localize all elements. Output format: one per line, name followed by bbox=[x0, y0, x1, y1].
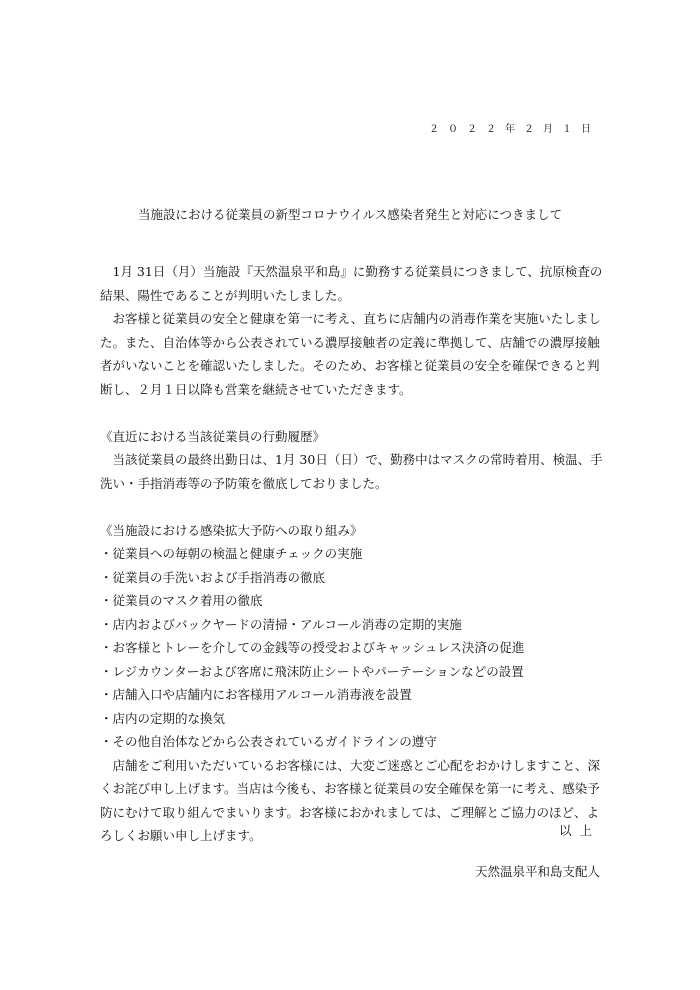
list-item: ・従業員への毎朝の検温と健康チェックの実施 bbox=[100, 546, 363, 561]
list-item: ・その他自治体などから公表されているガイドラインの遵守 bbox=[100, 734, 437, 749]
list-item: ・店内およびバックヤードの清掃・アルコール消毒の定期的実施 bbox=[100, 616, 462, 632]
list-item: ・従業員の手洗いおよび手指消毒の徹底 bbox=[100, 569, 326, 585]
list-item: ・お客様とトレーを介しての金銭等の授受およびキャッシュレス決済の促進 bbox=[100, 640, 525, 655]
intro-paragraph-2: お客様と従業員の安全と健康を第一に考え、直ちに店舗内の消毒作業を実施いたしました。また、自治体等から公表されている濃厚接触者の定義に準拠して、店舗での濃厚接触者がいないことを確認いたしました。そのため、お客様と従業員の安全を確保できると判断し、２月１日以降も営業を継続させていただきます。 bbox=[100, 311, 601, 397]
history-heading: 《直近における当該従業員の行動履歴》 bbox=[100, 428, 326, 444]
list-item: ・店内の定期的な換気 bbox=[100, 710, 226, 726]
apology-paragraph: 店舗をご利用いただいているお客様には、大変ご迷惑とご心配をおかけしますこと、深くお詫び申し上げます。当店は今後も、お客様と従業員の安全確保を第一に考え、感染予防にむけて取り組んでまいります。お客様におかれましては、ご理解とご協力のほど、よろしくお願い申し上げます。 bbox=[100, 757, 601, 843]
closing-mark: 以上 bbox=[558, 823, 600, 838]
prevention-list bbox=[100, 542, 610, 754]
spacer bbox=[100, 495, 610, 519]
document-date: ２０２２年２月１日 bbox=[429, 124, 600, 135]
intro-paragraph-1: 1月 31日（月）当施設『天然温泉平和島』に勤務する従業員につきまして、抗原検査の結果、陽性であることが判明いたしました。 bbox=[100, 264, 603, 303]
list-item: ・店舗入口や店舗内にお客様用アルコール消毒液を設置 bbox=[100, 687, 412, 702]
prevention-heading: 《当施設における感染拡大予防への取り組み》 bbox=[100, 522, 363, 538]
list-item: ・レジカウンターおよび客席に飛沫防止シートやパーテーションなどの設置 bbox=[100, 663, 524, 679]
document-body bbox=[100, 260, 610, 848]
list-item: ・従業員のマスク着用の徹底 bbox=[100, 593, 263, 608]
document-title: 当施設における従業員の新型コロナウイルス感染者発生と対応につきまして bbox=[137, 207, 562, 222]
signature: 天然温泉平和島支配人 bbox=[474, 864, 600, 879]
spacer bbox=[100, 401, 610, 425]
history-paragraph: 当該従業員の最終出勤日は、1月 30日（日）で、勤務中はマスクの常時着用、検温、手洗い・手指消毒等の予防策を徹底しておりました。 bbox=[100, 452, 603, 491]
